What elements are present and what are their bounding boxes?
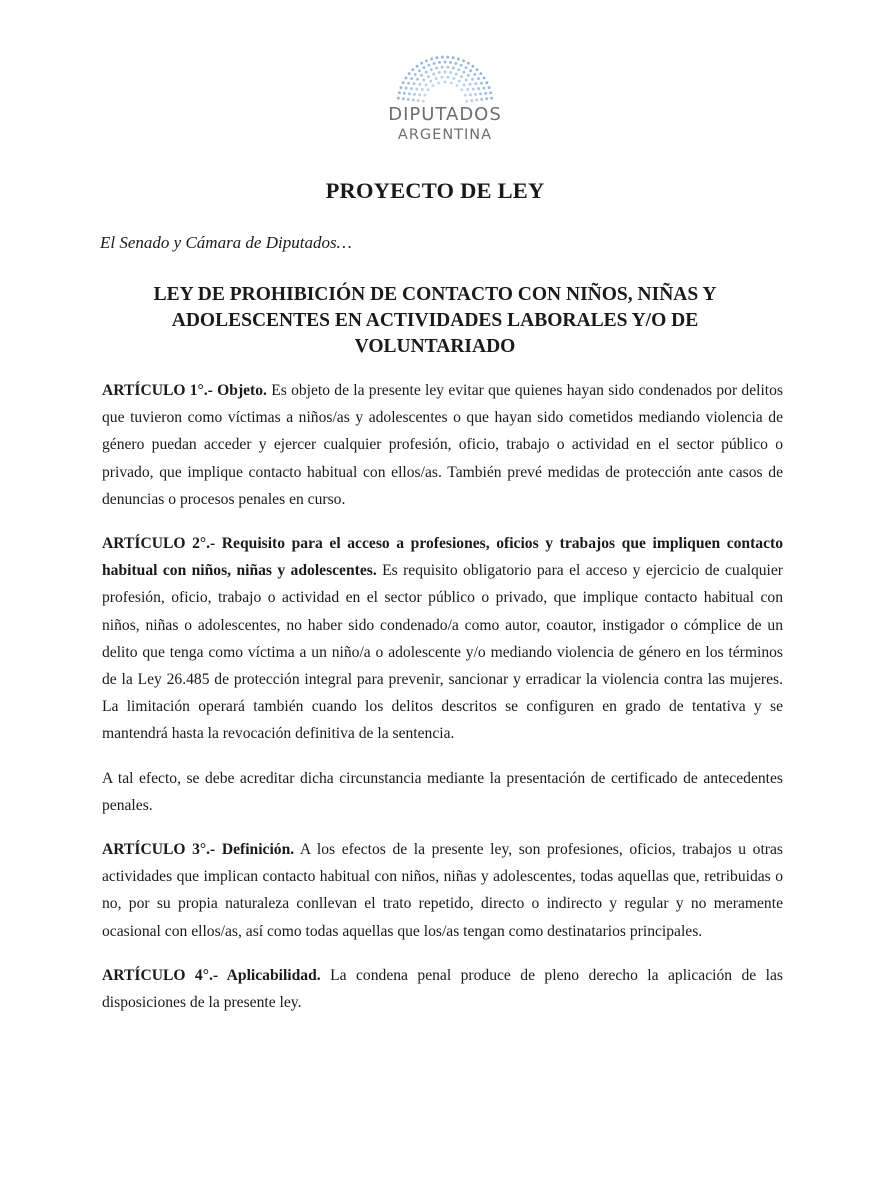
seat-dot: [441, 66, 444, 69]
seat-dot: [435, 77, 438, 80]
seat-dot: [418, 69, 421, 72]
article-text: A tal efecto, se debe acreditar dicha circunstancia mediante la presentación de certificado de antecedentes penales.: [102, 769, 783, 814]
seat-dot: [480, 82, 483, 85]
seat-dot: [457, 68, 460, 71]
addressee-line: El Senado y Cámara de Diputados…: [100, 233, 352, 252]
seat-dot: [454, 62, 457, 65]
seat-dot: [422, 100, 425, 103]
seat-dot: [444, 81, 447, 84]
seat-dot: [460, 88, 463, 91]
seat-dot: [408, 92, 411, 95]
seat-dot: [484, 92, 487, 95]
seat-dot: [438, 61, 441, 64]
seat-dot: [474, 82, 477, 85]
seat-dot: [471, 65, 474, 68]
seat-dot: [402, 97, 405, 100]
seat-dot: [477, 77, 480, 80]
seat-dot: [449, 61, 452, 64]
seat-dot: [490, 97, 493, 100]
seat-dot: [418, 93, 421, 96]
diputados-logo: [370, 52, 520, 152]
seat-dot: [466, 88, 469, 91]
seat-dot: [415, 88, 418, 91]
article-text: Es objeto de la presente ley evitar que quienes hayan sido condenados por delitos que tuvieron como víctimas a niños/as y adolescentes o que hayan sido cometidos mediando violencia de género puedan acceder y ejercer cualquier profesión, oficio, trabajo o actividad en el sector público o privado, que implique contacto habitual con ellos/as. También prevé medidas de protección ante casos de denuncias o procesos penales en curso.: [102, 382, 783, 508]
seat-dot: [413, 82, 416, 85]
seat-dot: [476, 68, 479, 71]
article-2: [102, 530, 783, 748]
article-text: La condena penal produce de pleno derecho la aplicación de las disposiciones de la presente ley.: [102, 966, 783, 1012]
seat-dot: [407, 82, 410, 85]
seat-dot: [425, 59, 428, 62]
seat-dot: [465, 100, 468, 103]
seat-dot: [460, 75, 463, 78]
seat-dot: [447, 76, 450, 79]
seat-dot: [485, 81, 488, 84]
seat-dot: [410, 87, 413, 90]
seat-dot: [435, 67, 438, 70]
seat-dot: [467, 62, 470, 65]
seat-dot: [427, 64, 430, 67]
seat-dot: [418, 83, 421, 86]
seat-dot: [463, 83, 466, 86]
seat-dot: [432, 84, 435, 87]
articles-body: [102, 377, 783, 1033]
seat-dot: [405, 87, 408, 90]
seat-dot: [402, 81, 405, 84]
seat-dot: [398, 91, 401, 94]
seat-dot: [479, 92, 482, 95]
article-2-paragraph-2: [102, 765, 783, 819]
seat-dot: [452, 77, 455, 80]
seat-dot: [427, 88, 430, 91]
seat-dot: [465, 79, 468, 82]
seat-dot: [449, 71, 452, 74]
seat-dot: [416, 65, 419, 68]
seat-dot: [412, 99, 415, 102]
seat-dot: [422, 79, 425, 82]
seat-dot: [474, 93, 477, 96]
seat-dot: [469, 69, 472, 72]
seat-dot: [437, 81, 440, 84]
seat-dot: [458, 80, 461, 83]
seat-dot: [427, 75, 430, 78]
chamber-arc-icon: [385, 52, 505, 104]
seat-dot: [430, 68, 433, 71]
seat-dot: [411, 68, 414, 71]
seat-dot: [397, 97, 400, 100]
seat-dot: [444, 61, 447, 64]
seat-dot: [414, 73, 417, 76]
article-4: [102, 962, 783, 1016]
seat-dot: [417, 99, 420, 102]
seat-dot: [452, 67, 455, 70]
logo-country: ARGENTINA: [397, 127, 493, 143]
seat-dot: [425, 71, 428, 74]
seat-dot: [467, 74, 470, 77]
seat-dot: [472, 88, 475, 91]
seat-dot: [469, 83, 472, 86]
seat-dot: [420, 62, 423, 65]
document-type-heading: PROYECTO DE LEY: [325, 178, 545, 203]
article-text: A los efectos de la presente ley, son profesiones, oficios, trabajos u otras actividades que implican contacto habitual con niños, niñas y adolescentes, todas aquellas que, retribuidas o no, por su propia naturaleza conllevan el trato repetido, directo o indirecto y regular y no meramente ocasional con ellos/as, así como todas aquellas que los/as tengan como destinatarios principales.: [102, 841, 783, 940]
seat-dot: [421, 88, 424, 91]
seat-dot: [469, 93, 472, 96]
seat-dot: [432, 73, 435, 76]
seat-dot: [473, 73, 476, 76]
seat-dot: [462, 59, 465, 62]
article-text: Es requisito obligatorio para el acceso y ejercicio de cualquier profesión, oficio, trabajo o actividad en el sector público o privado, que implique contacto habitual con niños, niñas o adolescentes, no haber sido condenado/a como autor, coautor, instigador o cómplice de un delito que tenga como víctima a un niño/a o adolescente y/o mediando violencia de género en los términos de la Ley 26.485 de protección integral para prevenir, sancionar y erradicar la violencia contra las mujeres. La limitación operará también cuando los delitos descritos se configuren en grado de tentativa y se mantendrá hasta la revocación definitiva de la sentencia.: [102, 562, 783, 743]
seat-dot: [456, 84, 459, 87]
seat-dot: [485, 97, 488, 100]
seat-dot: [435, 56, 438, 59]
seat-dot: [429, 80, 432, 83]
seat-dot: [404, 76, 407, 79]
seat-dot: [413, 93, 416, 96]
seat-dot: [475, 99, 478, 102]
seat-dot: [420, 74, 423, 77]
seat-dot: [488, 86, 491, 89]
article-1: [102, 377, 783, 513]
seat-dot: [410, 77, 413, 80]
seat-dot: [460, 64, 463, 67]
seat-dot: [441, 76, 444, 79]
seat-dot: [446, 66, 449, 69]
logo-name: DIPUTADOS: [388, 104, 502, 125]
seat-dot: [438, 71, 441, 74]
seat-dot: [433, 62, 436, 65]
seat-dot: [422, 66, 425, 69]
seat-dot: [444, 71, 447, 74]
seat-dot: [441, 56, 444, 59]
seat-dot: [479, 72, 482, 75]
seat-dot: [452, 56, 455, 59]
seat-dot: [477, 87, 480, 90]
seat-dot: [457, 58, 460, 61]
seat-dot: [423, 94, 426, 97]
seat-dot: [446, 56, 449, 59]
seat-dot: [400, 86, 403, 89]
seat-dot: [465, 66, 468, 69]
article-heading: ARTÍCULO 1°.- Objeto.: [102, 382, 267, 399]
seat-dot: [455, 73, 458, 76]
seat-dot: [464, 94, 467, 97]
seat-dot: [403, 92, 406, 95]
seat-dot: [471, 78, 474, 81]
article-heading: ARTÍCULO 2°.- Requisito para el acceso a profesiones, oficios y trabajos que impliquen contacto habitual con niños, niñas y adolescentes.: [102, 535, 783, 580]
seat-dot: [489, 91, 492, 94]
seat-dot: [470, 99, 473, 102]
seat-dot: [408, 72, 411, 75]
seat-dot: [482, 87, 485, 90]
article-3: [102, 836, 783, 945]
seat-dot: [462, 71, 465, 74]
article-heading: ARTÍCULO 4°.- Aplicabilidad.: [102, 966, 321, 984]
seat-dot: [430, 58, 433, 61]
seat-dot: [483, 76, 486, 79]
seat-dot: [425, 83, 428, 86]
seat-dot: [416, 78, 419, 81]
seat-dot: [480, 98, 483, 101]
article-heading: ARTÍCULO 3°.- Definición.: [102, 841, 295, 859]
seat-dot: [450, 81, 453, 84]
law-title: LEY DE PROHIBICIÓN DE CONTACTO CON NIÑOS, NIÑAS Y ADOLESCENTES EN ACTIVIDADES LABORALES Y/O DE VOLUNTARIADO: [153, 284, 717, 357]
seat-dot: [407, 98, 410, 101]
